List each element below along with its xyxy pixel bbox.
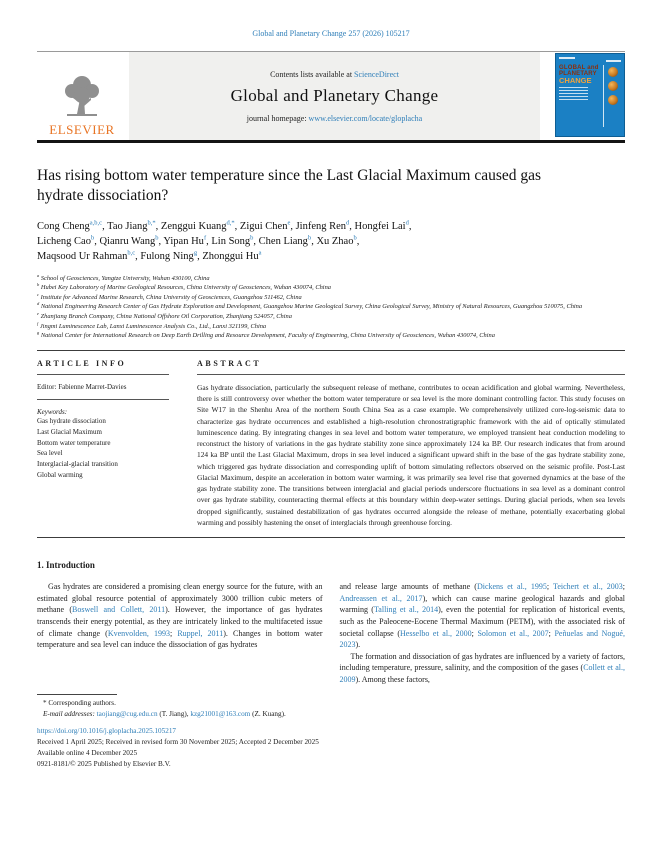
cover-title-line2: PLANETARY xyxy=(559,70,597,77)
contents-line xyxy=(270,70,399,79)
abstract-text: Gas hydrate dissociation, particularly the subsequent release of methane, contributes to ocean acidification and global warming. Nevertheless, there is still controversy over whether the bottom water temperature or sea level is the more dominant controlling factor. This study focuses on Site W17 in the Shenhu Area of the northern South China Sea as a case example. We comprehensively utilized core-log-seismic data to characterize gas hydrate occurrences and established a high-resolution chronostratigraphic framework with the aid of optically stimulated luminescence dating. By integrating changes in sea level and bottom water temperature, we employed transient heat conduction modeling to reconstruct the history of variations in the gas hydrate stability zone since approximately 124 ka BP. Our research indicates that from around 124 ka BP until the Last Glacial Maximum, drops in sea level induced a significant upward shift in the base of the gas hydrate stability zone, which triggered gas hydrate dissociation and corresponding uplift of bottom simulating reflectors observed on the seismic profile. Post-Last Glacial Maximum, despite an acceleration in bottom water warming, it was primarily sea level rise that governed dynamics at the base of the gas hydrate stability zone. The transitions between interglacial and glacial periods underscore fluctuations in sea level as a dominant control over gas hydrate stability, counteracting thermal effects at this boundary within deep-water settings. During glacial periods, when sea levels dropped significantly, sustained destabilization of gas hydrates occurred alongside the release of methane, potentially exacerbating global warming and possibly hastening the onset of interglacials through greenhouse forcing. xyxy=(197,382,625,527)
body-paragraph xyxy=(37,581,323,651)
keywords-label: Keywords: xyxy=(37,407,68,416)
text-segment: , Hongfei Lai xyxy=(349,220,406,232)
text-segment: , Zhonggui Hu xyxy=(197,250,259,262)
sciencedirect-link[interactable]: ScienceDirect xyxy=(354,69,399,79)
text-segment: Licheng Cao xyxy=(37,235,91,247)
doi-link[interactable]: https://doi.org/10.1016/j.gloplacha.2025.105217 xyxy=(37,727,177,736)
affiliation-text: Jingmi Luminescence Lab, Lanxi Luminescence Analysis Co., Ltd., Lanxi 321199, China xyxy=(38,322,267,330)
affiliation-text: School of Geosciences, Yangtze University, Wuhan 430100, China xyxy=(39,274,210,282)
elsevier-wordmark: ELSEVIER xyxy=(49,122,115,137)
author-affiliation-sup: a,b,c xyxy=(89,219,103,227)
citation-link[interactable]: taojiang@cug.edu.cn xyxy=(96,709,158,718)
citation-link[interactable]: Ruppel, 2011 xyxy=(177,628,224,638)
text-segment: The formation and dissociation of gas hydrates are influenced by a variety of factors, including temperature, pressure, salinity, and the composition of the gases ( xyxy=(339,651,625,673)
affiliation-item xyxy=(37,331,625,341)
abstract-column xyxy=(197,359,625,528)
body-columns xyxy=(37,581,625,685)
paper-page xyxy=(0,29,662,770)
author-affiliation-sup: b xyxy=(250,234,254,242)
text-segment: and release large amounts of methane ( xyxy=(339,582,477,592)
text-segment: ). Changes in bottom water temperature and sea level can induce the dissociation of gas hydrates xyxy=(37,628,323,650)
author-line xyxy=(37,235,625,250)
text-segment: ). Among these factors, xyxy=(355,674,430,684)
elsevier-logo[interactable] xyxy=(37,52,127,140)
citation-link[interactable]: Peñuelas and Nogué, 2023 xyxy=(339,628,625,650)
cover-text-placeholder xyxy=(559,57,575,59)
keyword-item: Last Glacial Maximum xyxy=(37,427,102,436)
journal-masthead xyxy=(37,51,625,140)
author-affiliation-sup: d,* xyxy=(226,219,235,227)
globe-icon xyxy=(608,81,618,91)
author-affiliation-sup: a xyxy=(258,249,262,257)
text-segment: Maqsood Ur Rahman xyxy=(37,250,128,262)
text-segment: , Jinfeng Ren xyxy=(290,220,347,232)
author-affiliation-sup: d xyxy=(346,219,350,227)
text-segment: , Tao Jiang xyxy=(102,220,148,232)
author-line xyxy=(37,250,625,265)
cover-title-line3: CHANGE xyxy=(559,76,592,86)
affiliation-item xyxy=(37,293,625,303)
cover-text-placeholder xyxy=(559,93,588,94)
author-affiliation-sup: d xyxy=(405,219,409,227)
article-title: Has rising bottom water temperature since the Last Glacial Maximum caused gas hydrate dissociation? xyxy=(37,167,542,205)
affiliation-marker: f xyxy=(37,320,39,326)
citation-link[interactable]: Boswell and Collett, 2011 xyxy=(72,605,166,615)
globe-icon xyxy=(608,67,618,77)
footnote-block xyxy=(37,694,625,719)
text-segment: ; xyxy=(546,582,553,592)
affiliation-item xyxy=(37,312,625,322)
article-footer xyxy=(37,726,625,769)
homepage-prefix: journal homepage: xyxy=(246,113,309,123)
article-info-column xyxy=(37,359,169,528)
body-paragraph xyxy=(340,651,626,686)
journal-reference: Global and Planetary Change 257 (2026) 105217 xyxy=(252,29,410,38)
text-segment: , Fulong Ning xyxy=(135,250,194,262)
body-paragraph xyxy=(340,581,626,651)
section-heading-introduction: 1. Introduction xyxy=(37,560,95,571)
divider-rule xyxy=(37,350,625,351)
keyword-item: Sea level xyxy=(37,449,63,458)
cover-text-placeholder xyxy=(559,90,588,91)
footnote-rule xyxy=(37,694,117,695)
cover-globes xyxy=(603,65,621,127)
citation-link[interactable]: Collett et al., 2009 xyxy=(339,663,626,684)
text-segment: ; xyxy=(471,628,478,638)
text-segment: ). However, the importance of gas hydrates transcends their energy potential, as they are intricately linked to the multifaceted issue of climate change ( xyxy=(37,605,323,638)
abstract-heading: ABSTRACT xyxy=(197,358,262,368)
info-abstract-grid xyxy=(37,359,625,528)
contents-prefix: Contents lists available at xyxy=(270,69,355,79)
divider-rule xyxy=(197,374,625,375)
issn-copyright-line: 0921-8181/© 2025 Published by Elsevier B.V. xyxy=(37,759,171,768)
text-segment: , Zigui Chen xyxy=(234,220,288,232)
elsevier-tree-icon xyxy=(59,73,105,121)
masthead-center xyxy=(129,52,540,140)
affiliation-item xyxy=(37,322,625,332)
text-segment: , Xu Zhao xyxy=(311,235,354,247)
affiliation-list xyxy=(37,274,625,341)
citation-link[interactable]: Dickens et al., 1995 xyxy=(476,582,547,592)
citation-link[interactable]: Kvenvolden, 1993 xyxy=(107,628,171,638)
masthead-bottom-rule xyxy=(37,140,625,143)
cover-text-placeholder xyxy=(559,99,588,100)
author-line xyxy=(37,220,625,235)
journal-cover-thumbnail[interactable] xyxy=(555,53,625,137)
author-affiliation-sup: b xyxy=(307,234,312,242)
affiliation-marker: c xyxy=(37,291,39,297)
text-segment: , xyxy=(408,220,412,232)
author-affiliation-sup: b xyxy=(90,234,95,242)
affiliation-text: National Engineering Research Center of Gas Hydrate Exploration and Development, Guangzhou Marine Geological Survey, China Geological Survey, Ministry of Natural Resources, Guangzhou 510075, China xyxy=(39,303,583,311)
text-segment: ; xyxy=(622,582,626,592)
text-segment: (T. Jiang), xyxy=(157,709,191,718)
author-affiliation-sup: b xyxy=(353,234,357,242)
editor-line: Editor: Fabienne Marret-Davies xyxy=(37,382,127,391)
masthead-journal-title: Global and Planetary Change xyxy=(230,85,439,105)
corresponding-authors-note: * Corresponding authors. xyxy=(43,699,116,708)
affiliation-marker: b xyxy=(37,282,40,288)
text-segment: Cong Cheng xyxy=(37,220,90,232)
affiliation-marker: e xyxy=(37,310,39,316)
cover-body xyxy=(559,65,621,127)
text-segment: ). xyxy=(355,640,361,650)
author-affiliation-sup: b,* xyxy=(147,219,156,227)
cover-text-placeholder xyxy=(559,87,588,88)
available-online-line: Available online 4 December 2025 xyxy=(37,748,138,757)
author-affiliation-sup: b,c xyxy=(127,249,136,257)
cover-text-placeholder xyxy=(559,96,588,97)
keyword-item: Global warming xyxy=(37,471,83,480)
affiliation-text: Zhanjiang Branch Company, China National Offshore Oil Corporation, Zhanjiang 524057, China xyxy=(38,313,292,321)
text-segment: ), even the potential for replication of historical events, such as the Paleocene-Eocene Thermal Maximum (PETM), with the associated risk of societal collapse ( xyxy=(339,605,625,638)
citation-link[interactable]: Talling et al., 2014 xyxy=(373,605,439,615)
affiliation-item xyxy=(37,302,625,312)
text-segment: ; xyxy=(170,628,178,638)
author-affiliation-sup: g xyxy=(193,249,198,257)
text-segment: E-mail addresses: xyxy=(43,709,97,718)
keyword-item: Interglacial-glacial transition xyxy=(37,460,118,469)
text-segment: , Qianru Wang xyxy=(94,235,156,247)
affiliation-text: Institute for Advanced Marine Research, China University of Geosciences, Guangzhou 511462, China xyxy=(38,293,302,301)
text-segment: , Zenggui Kuang xyxy=(155,220,227,232)
globe-icon xyxy=(608,95,618,105)
divider-rule xyxy=(37,537,625,538)
affiliation-marker: a xyxy=(37,272,40,278)
citation-link[interactable]: kzg21001@163.com xyxy=(190,709,251,718)
email-addresses-line xyxy=(37,709,625,719)
text-segment: (Z. Kuang). xyxy=(250,709,286,718)
article-info-heading: ARTICLE INFO xyxy=(37,358,127,368)
author-affiliation-sup: f xyxy=(203,234,207,242)
author-affiliation-sup: b xyxy=(155,234,159,242)
affiliation-marker: d xyxy=(37,301,40,307)
citation-link[interactable]: Teichert et al., 2003 xyxy=(553,582,623,592)
citation-link[interactable]: Solomon et al., 2007 xyxy=(477,628,549,638)
author-list xyxy=(37,220,625,265)
text-segment: , xyxy=(356,235,360,247)
body-column-right xyxy=(340,581,626,685)
cover-text-placeholder xyxy=(606,60,622,62)
text-segment: ; xyxy=(548,628,555,638)
affiliation-item xyxy=(37,274,625,284)
author-affiliation-sup: e xyxy=(287,219,291,227)
keyword-item: Bottom water temperature xyxy=(37,438,111,447)
homepage-url-link[interactable]: www.elsevier.com/locate/gloplacha xyxy=(308,113,423,123)
affiliation-item xyxy=(37,283,625,293)
affiliation-text: Hubei Key Laboratory of Marine Geological Resources, China University of Geosciences, Wuhan 430074, China xyxy=(39,284,331,292)
text-segment: ), which can cause marine geological hazards and global warming ( xyxy=(339,593,625,615)
cover-title-block xyxy=(559,65,603,127)
text-segment: Gas hydrates are considered a promising clean energy source for the future, with an estimated global resource potential of approximately 3000 trillion cubic meters of methane ( xyxy=(37,582,323,615)
keyword-item: Gas hydrate dissociation xyxy=(37,416,106,425)
homepage-line xyxy=(247,114,422,123)
affiliation-text: National Center for International Research on Deep Earth Drilling and Resource Development, Faculty of Engineering, China University of Geosciences, Wuhan 430074, China xyxy=(39,332,495,340)
cover-title-line1: GLOBAL and xyxy=(559,64,599,71)
citation-link[interactable]: Hesselbo et al., 2000 xyxy=(400,628,472,638)
keyword-list xyxy=(37,416,169,481)
divider-rule xyxy=(37,374,169,375)
text-segment: , Lin Song xyxy=(206,235,251,247)
body-column-left xyxy=(37,581,323,685)
affiliation-marker: g xyxy=(37,330,40,336)
citation-link[interactable]: Andreassen et al., 2017 xyxy=(339,593,423,603)
divider-rule xyxy=(37,399,169,400)
text-segment: , Chen Liang xyxy=(253,235,308,247)
received-dates-line: Received 1 April 2025; Received in revised form 30 November 2025; Accepted 2 December 2025 xyxy=(37,738,319,747)
text-segment: , Yipan Hu xyxy=(158,235,204,247)
